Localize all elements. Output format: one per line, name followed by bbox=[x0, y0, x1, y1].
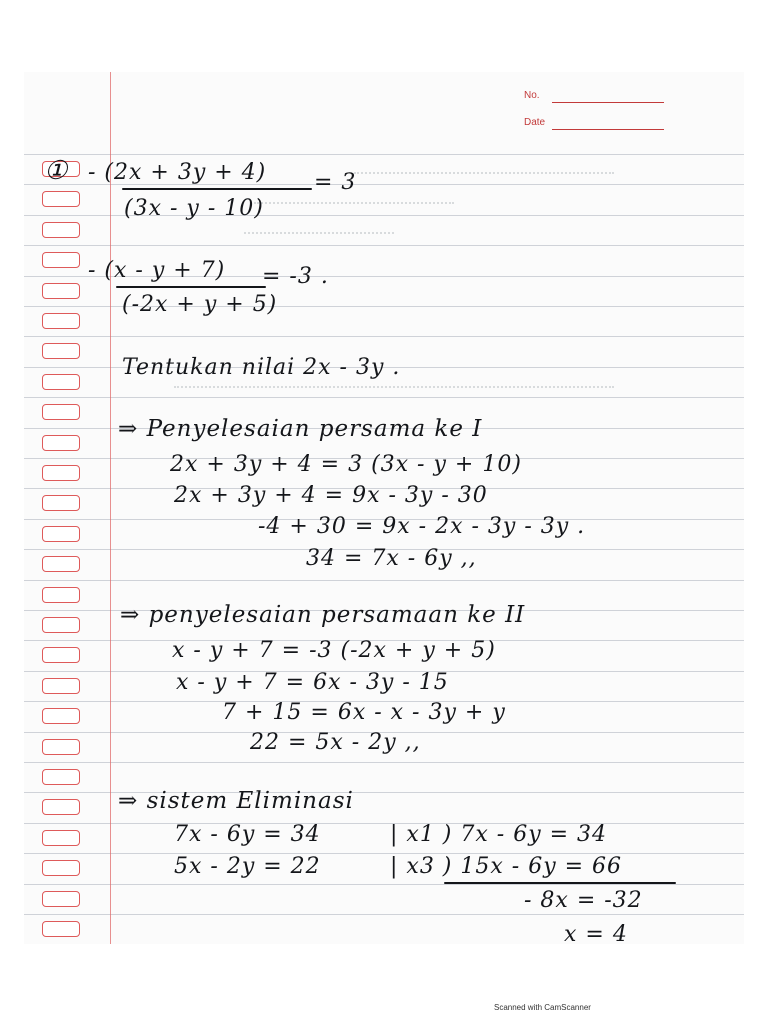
binder-hole bbox=[42, 587, 80, 603]
part-3-line-2b: | x3 ) 15x - 6y = 66 bbox=[390, 854, 623, 879]
equation-2-rhs: = -3 . bbox=[262, 264, 329, 289]
ruled-line bbox=[24, 336, 744, 337]
part-2-line-4: 22 = 5x - 2y ,, bbox=[250, 730, 421, 755]
binder-hole bbox=[42, 891, 80, 907]
binder-hole bbox=[42, 678, 80, 694]
margin-line bbox=[110, 72, 111, 944]
ruled-line bbox=[24, 762, 744, 763]
binder-hole bbox=[42, 647, 80, 663]
binder-hole bbox=[42, 283, 80, 299]
ruled-line bbox=[24, 914, 744, 915]
bleed-through-mark bbox=[254, 202, 454, 220]
question-text: Tentukan nilai 2x - 3y . bbox=[122, 355, 401, 380]
date-rule bbox=[552, 129, 664, 130]
binder-hole bbox=[42, 617, 80, 633]
binder-hole bbox=[42, 374, 80, 390]
part-2-line-2: x - y + 7 = 6x - 3y - 15 bbox=[176, 670, 449, 695]
ruled-line bbox=[24, 580, 744, 581]
binder-hole bbox=[42, 921, 80, 937]
binder-hole bbox=[42, 495, 80, 511]
part-1-line-2: 2x + 3y + 4 = 9x - 3y - 30 bbox=[174, 483, 488, 508]
part-2-line-1: x - y + 7 = -3 (-2x + y + 5) bbox=[172, 638, 496, 663]
equation-1-rhs: = 3 bbox=[314, 170, 357, 195]
equation-2-numerator: - (x - y + 7) bbox=[88, 258, 226, 283]
number-rule bbox=[552, 102, 664, 103]
ruled-line bbox=[24, 823, 744, 824]
number-field bbox=[524, 90, 540, 101]
part-3-line-1a: 7x - 6y = 34 bbox=[174, 822, 321, 847]
part-2-line-3: 7 + 15 = 6x - x - 3y + y bbox=[222, 700, 506, 725]
scanner-watermark: Scanned with CamScanner bbox=[494, 1003, 591, 1012]
binder-hole bbox=[42, 526, 80, 542]
binder-hole bbox=[42, 799, 80, 815]
binder-hole bbox=[42, 191, 80, 207]
binder-hole bbox=[42, 739, 80, 755]
binder-hole bbox=[42, 708, 80, 724]
part-1-line-3: -4 + 30 = 9x - 2x - 3y - 3y . bbox=[258, 514, 586, 539]
part-3-line-3: - 8x = -32 bbox=[524, 888, 643, 913]
ruled-line bbox=[24, 154, 744, 155]
date-label: Date bbox=[524, 117, 546, 128]
bleed-through-mark bbox=[354, 172, 614, 190]
binder-hole bbox=[42, 860, 80, 876]
problem-number: ① bbox=[44, 156, 69, 186]
binder-hole bbox=[42, 556, 80, 572]
binder-hole bbox=[42, 222, 80, 238]
part-1-heading: ⇒ Penyelesaian persama ke I bbox=[118, 416, 483, 442]
bleed-through-mark bbox=[244, 232, 394, 250]
equation-1-numerator: - (2x + 3y + 4) bbox=[88, 160, 267, 185]
binder-hole bbox=[42, 404, 80, 420]
fraction-bar-2 bbox=[116, 286, 266, 288]
fraction-bar-1 bbox=[122, 188, 312, 190]
part-3-line-2a: 5x - 2y = 22 bbox=[174, 854, 321, 879]
binder-hole bbox=[42, 343, 80, 359]
binder-hole bbox=[42, 435, 80, 451]
binder-hole bbox=[42, 252, 80, 268]
ruled-line bbox=[24, 853, 744, 854]
part-3-line-4: x = 4 bbox=[564, 922, 628, 944]
number-label: No. bbox=[524, 90, 540, 101]
subtraction-line bbox=[444, 882, 676, 884]
part-1-line-1: 2x + 3y + 4 = 3 (3x - y + 10) bbox=[170, 452, 522, 477]
equation-2-denominator: (-2x + y + 5) bbox=[122, 292, 278, 317]
notebook-page bbox=[24, 72, 744, 944]
binder-hole bbox=[42, 313, 80, 329]
date-field bbox=[524, 117, 545, 128]
part-1-line-4: 34 = 7x - 6y ,, bbox=[306, 546, 477, 571]
binder-hole bbox=[42, 830, 80, 846]
equation-1-denominator: (3x - y - 10) bbox=[124, 196, 264, 221]
part-3-line-1b: | x1 ) 7x - 6y = 34 bbox=[390, 822, 608, 847]
part-2-heading: ⇒ penyelesaian persamaan ke II bbox=[120, 602, 526, 628]
part-3-heading: ⇒ sistem Eliminasi bbox=[118, 788, 354, 814]
binder-hole bbox=[42, 465, 80, 481]
binder-hole bbox=[42, 769, 80, 785]
bleed-through-mark bbox=[174, 386, 614, 404]
